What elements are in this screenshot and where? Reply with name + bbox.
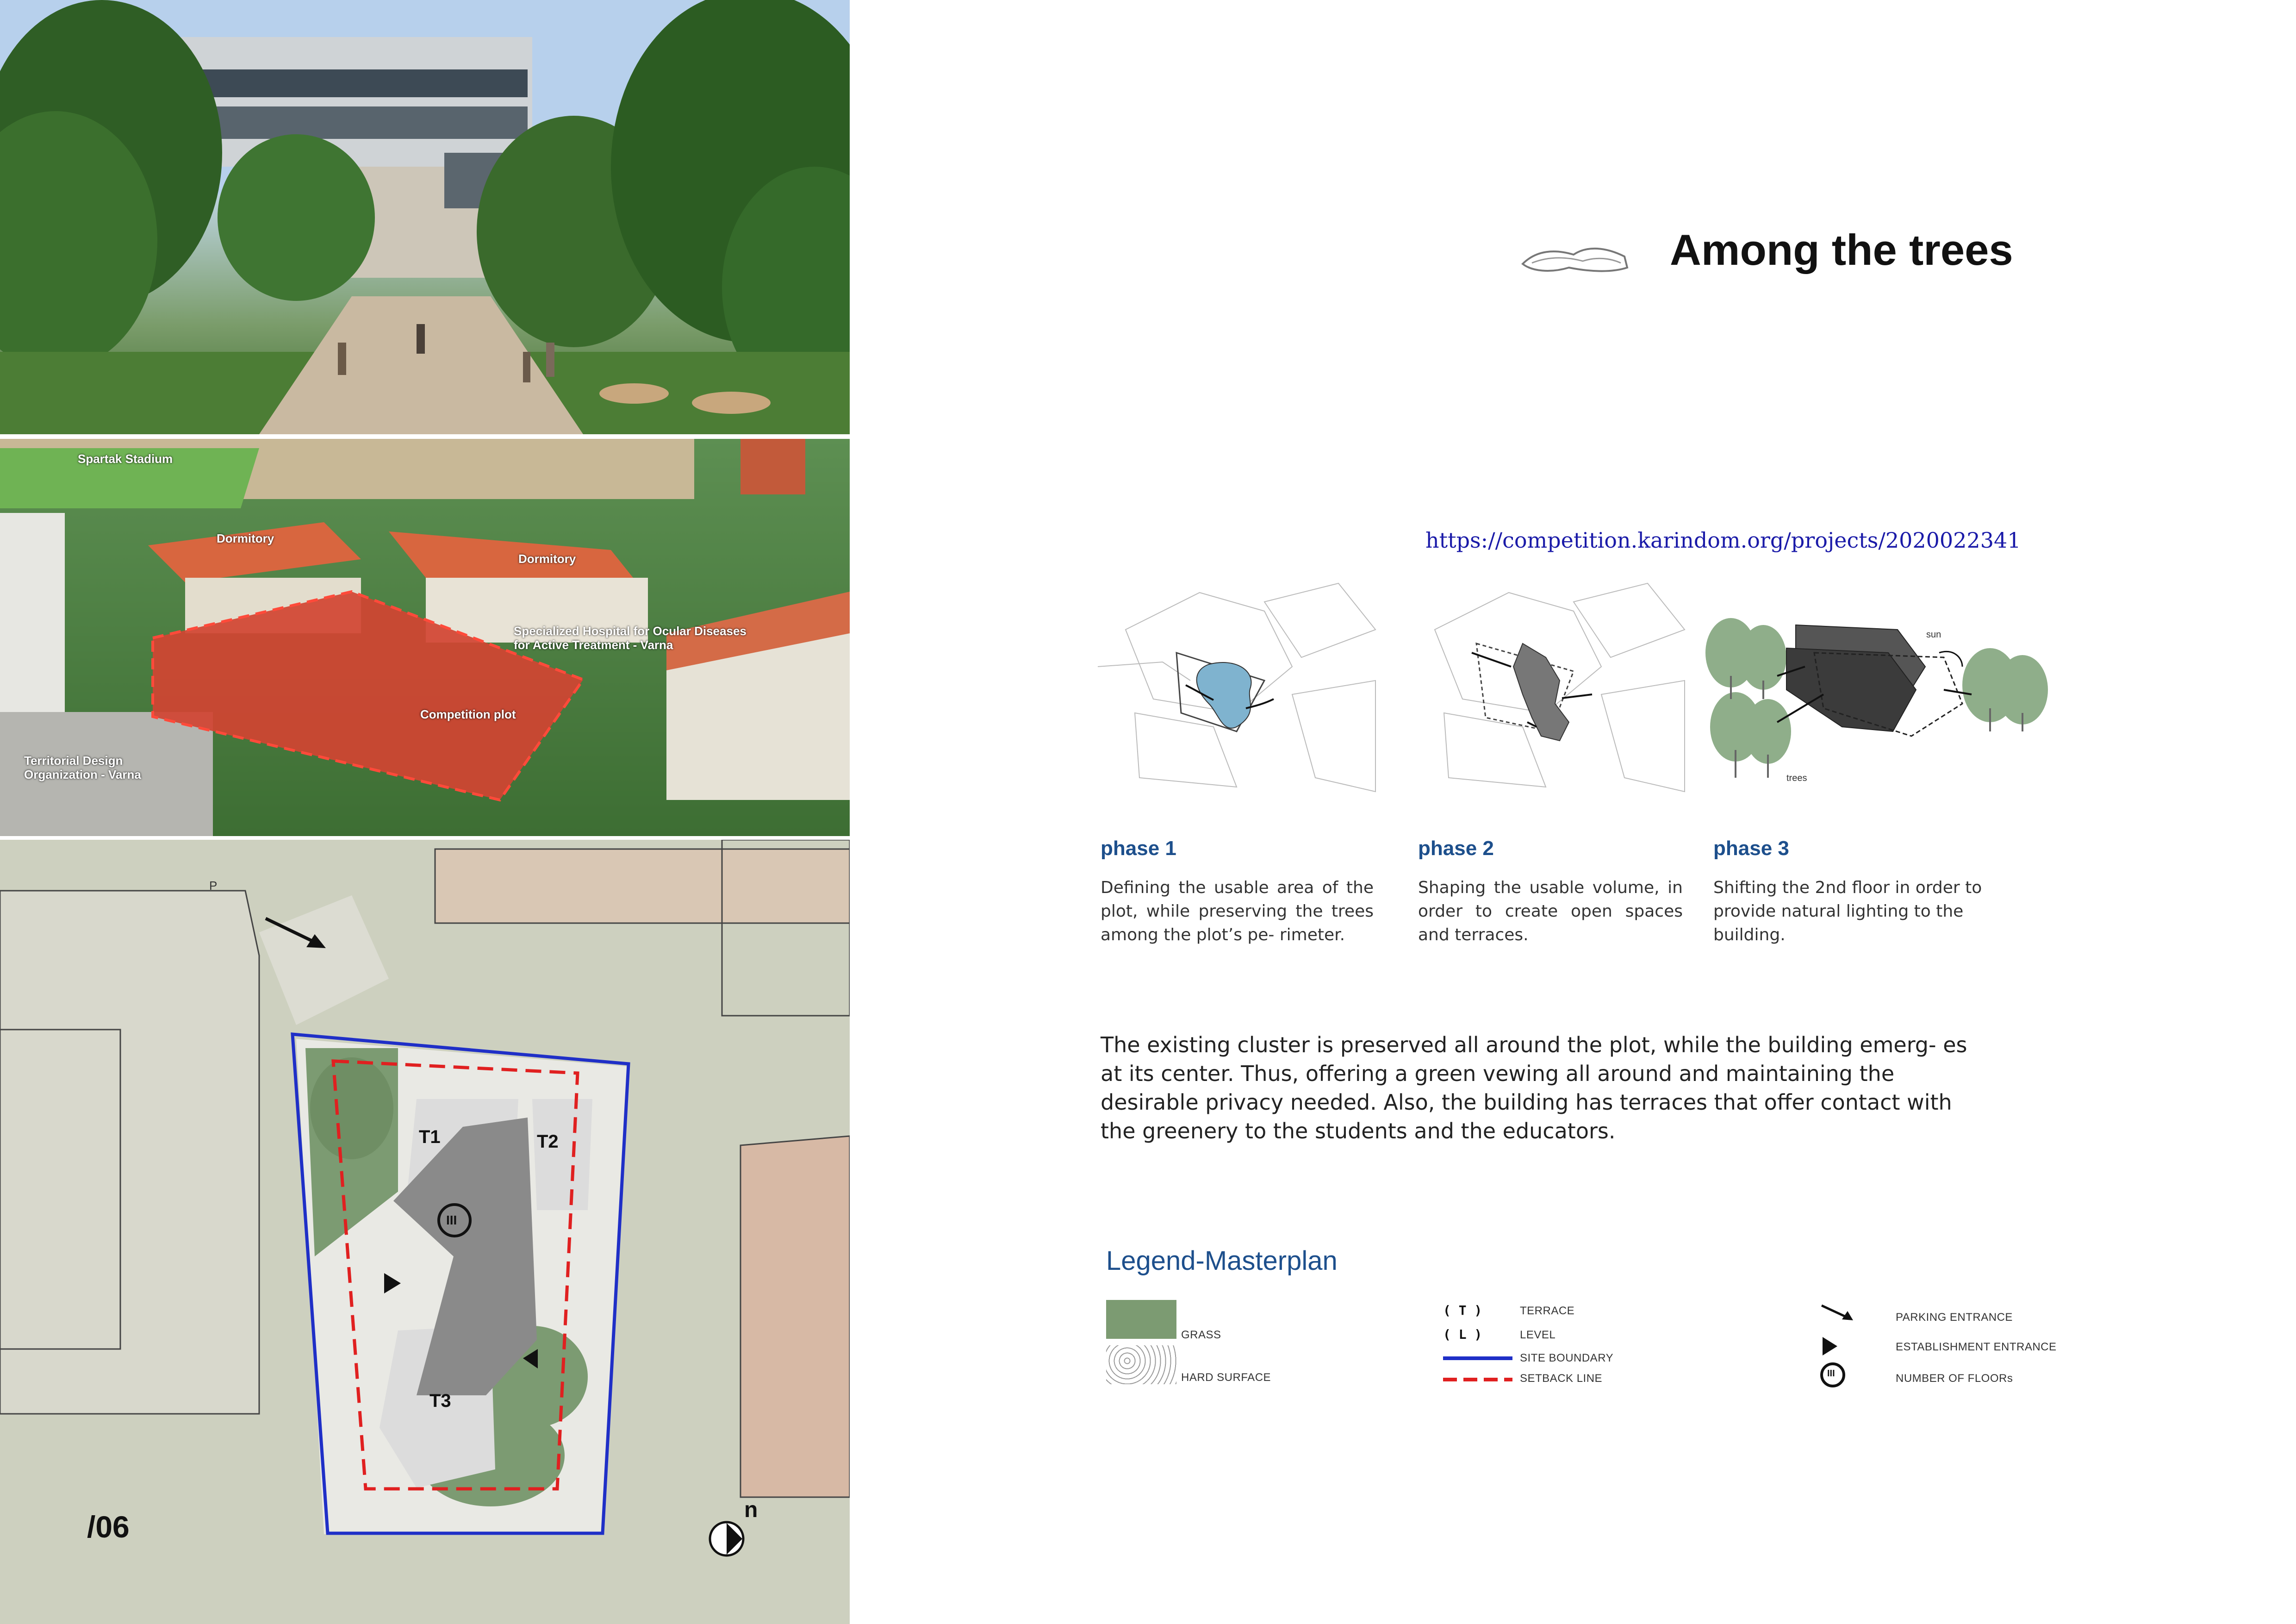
phase-2-title: phase 2 <box>1418 837 1494 860</box>
project-url-link[interactable]: https://competition.karindom.org/projects/2020022341 <box>1425 528 2021 553</box>
phase-2-text: Shaping the usable volume, in order to create open spaces and terraces. <box>1418 878 1683 944</box>
terrace-label-t2: T2 <box>537 1131 559 1152</box>
terrace-label-t3: T3 <box>429 1391 451 1411</box>
label-territorial-design: Territorial Design Organization - Varna <box>24 754 141 781</box>
legend-setback-line <box>1443 1378 1512 1381</box>
legend-site-boundary-label: SITE BOUNDARY <box>1520 1352 1614 1364</box>
masterplan-image <box>0 840 850 1624</box>
legend-grass-swatch <box>1106 1300 1176 1339</box>
description-paragraph: The existing cluster is preserved all around the plot, while the building emerg- es at its center. Thus, offering a green vewing all around and maintaining the desirable privacy needed. Also, the building has terraces that offer contact with the greenery to the students and the educators. <box>1101 1032 1967 1143</box>
label-dormitory-2: Dormitory <box>518 552 576 566</box>
parking-entrance-arrow-icon <box>1819 1301 1856 1329</box>
phase-3 <box>1713 837 1986 947</box>
phase-2-diagram <box>1407 574 1689 810</box>
trees-label: trees <box>1786 773 1807 783</box>
phase-1-title: phase 1 <box>1101 837 1176 860</box>
phase-1-text: Defining the usable area of the plot, while preserving the trees among the plot’s pe- rimeter. <box>1101 878 1374 944</box>
building-render-image <box>0 0 850 434</box>
legend-level-label: LEVEL <box>1520 1329 1556 1341</box>
legend-hard-surface-swatch <box>1106 1345 1176 1384</box>
parking-p-label: P <box>209 879 218 893</box>
legend-floors-symbol: III <box>1827 1368 1835 1379</box>
legend-establishment-entrance-label: ESTABLISHMENT ENTRANCE <box>1896 1341 2057 1353</box>
label-hospital: Specialized Hospital for Ocular Diseases for Active Treatment - Varna <box>514 624 747 652</box>
legend-hard-surface-label: HARD SURFACE <box>1181 1371 1271 1384</box>
terrace-label-t1: T1 <box>419 1127 441 1147</box>
north-label: n <box>744 1498 758 1522</box>
legend-terrace-symbol: ( T ) <box>1443 1303 1482 1318</box>
establishment-entrance-triangle-icon <box>1821 1336 1839 1356</box>
aerial-site-photo <box>0 439 850 836</box>
legend-title: Legend-Masterplan <box>1106 1246 1338 1276</box>
legend-number-of-floors-label: NUMBER OF FLOORs <box>1896 1372 2013 1385</box>
phase-2 <box>1418 837 1683 947</box>
phase-3-title: phase 3 <box>1713 837 1789 860</box>
phase-3-diagram <box>1703 602 2055 796</box>
page-number: /06 <box>87 1510 130 1544</box>
legend-site-boundary-line <box>1443 1356 1512 1360</box>
logo-icon <box>1518 241 1634 278</box>
sun-label: sun <box>1926 630 1941 640</box>
legend-setback-label: SETBACK LINE <box>1520 1372 1603 1385</box>
legend-grass-label: GRASS <box>1181 1329 1221 1341</box>
floors-label: III <box>446 1213 457 1227</box>
legend-parking-entrance-label: PARKING ENTRANCE <box>1896 1311 2013 1324</box>
label-spartak-stadium: Spartak Stadium <box>78 452 173 466</box>
label-dormitory-1: Dormitory <box>217 531 274 545</box>
legend-terrace-label: TERRACE <box>1520 1305 1575 1317</box>
legend-level-symbol: ( L ) <box>1443 1327 1482 1342</box>
phase-1-diagram <box>1098 574 1380 810</box>
phase-3-text: Shifting the 2nd floor in order to provide natural lighting to the building. <box>1713 878 1982 944</box>
label-competition-plot: Competition plot <box>420 707 516 721</box>
phase-1 <box>1101 837 1374 947</box>
page-title: Among the trees <box>1670 225 2013 274</box>
